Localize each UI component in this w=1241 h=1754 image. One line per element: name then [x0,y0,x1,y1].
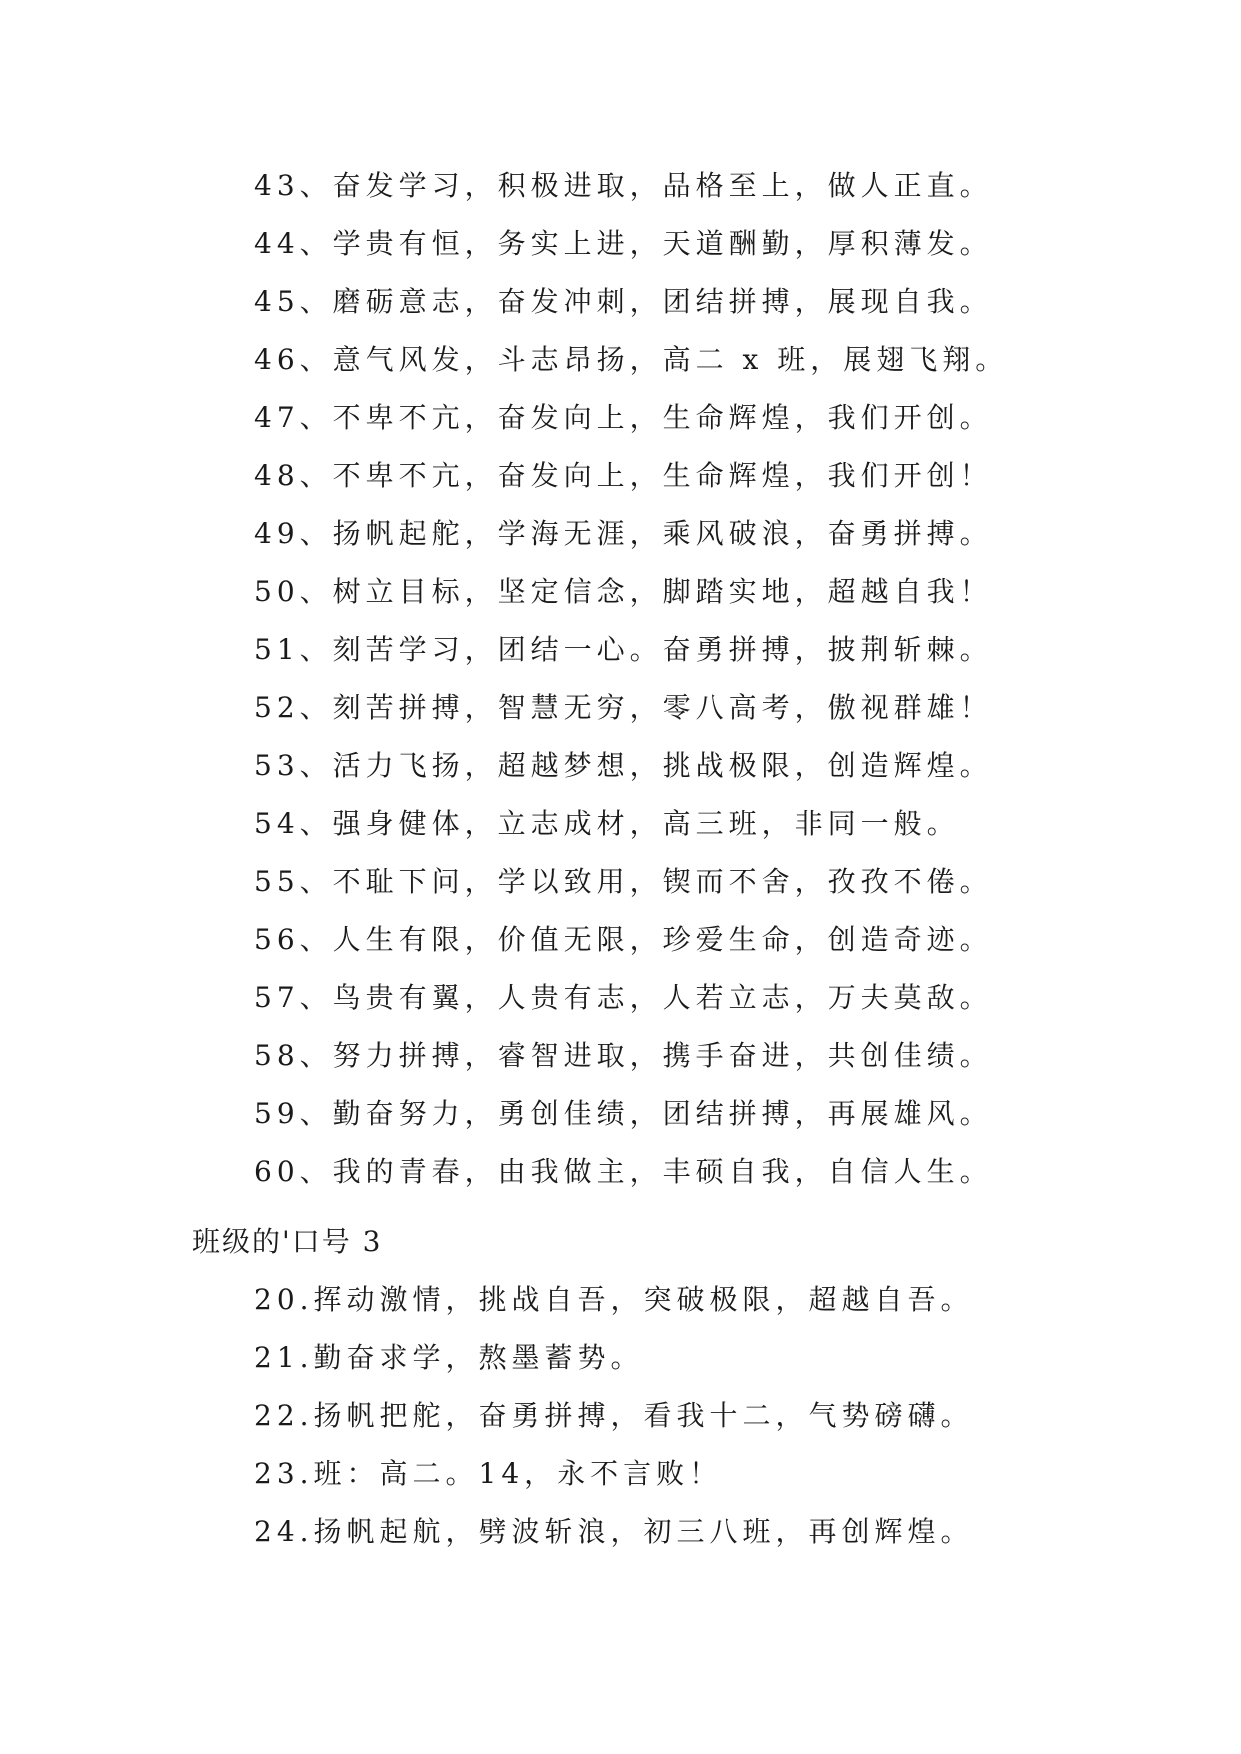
section-heading: 班级的'口号 3 [192,1225,383,1258]
slogan-line-57: 57、鸟贵有翼，人贵有志，人若立志，万夫莫敌。 [254,981,993,1014]
slogan-line-58: 58、努力拼搏，睿智进取，携手奋进，共创佳绩。 [254,1039,993,1072]
slogan-list-2 [0,1271,1241,1561]
section-heading-block [0,1213,1241,1271]
slogan-line-46: 46、意气风发，斗志昂扬，高二 x 班，展翅飞翔。 [254,343,1009,376]
slogan-line-43: 43、奋发学习，积极进取，品格至上，做人正直。 [254,169,993,202]
slogan-line-23: 23.班：高二。14，永不言败！ [254,1457,723,1490]
slogan-line-55: 55、不耻下问，学以致用，锲而不舍，孜孜不倦。 [254,865,993,898]
slogan-line-20: 20.挥动激情，挑战自吾，突破极限，超越自吾。 [254,1283,974,1316]
slogan-line-60: 60、我的青春，由我做主，丰硕自我，自信人生。 [254,1155,993,1188]
slogan-line-22: 22.扬帆把舵，奋勇拼搏，看我十二，气势磅礴。 [254,1399,974,1432]
slogan-line-59: 59、勤奋努力，勇创佳绩，团结拼搏，再展雄风。 [254,1097,993,1130]
slogan-line-53: 53、活力飞扬，超越梦想，挑战极限，创造辉煌。 [254,749,993,782]
slogan-line-52: 52、刻苦拼搏，智慧无穷，零八高考，傲视群雄！ [254,691,993,724]
slogan-line-51: 51、刻苦学习，团结一心。奋勇拼搏，披荆斩棘。 [254,633,993,666]
slogan-line-48: 48、不卑不亢，奋发向上，生命辉煌，我们开创！ [254,459,993,492]
slogan-list-1 [0,157,1241,1201]
slogan-line-21: 21.勤奋求学，熬墨蓄势。 [254,1341,644,1374]
slogan-line-49: 49、扬帆起舵，学海无涯，乘风破浪，奋勇拼搏。 [254,517,993,550]
slogan-line-47: 47、不卑不亢，奋发向上，生命辉煌，我们开创。 [254,401,993,434]
slogan-line-50: 50、树立目标，坚定信念，脚踏实地，超越自我！ [254,575,993,608]
slogan-line-44: 44、学贵有恒，务实上进，天道酬勤，厚积薄发。 [254,227,993,260]
slogan-line-45: 45、磨砺意志，奋发冲刺，团结拼搏，展现自我。 [254,285,993,318]
slogan-line-24: 24.扬帆起航，劈波斩浪，初三八班，再创辉煌。 [254,1515,974,1548]
slogan-line-56: 56、人生有限，价值无限，珍爱生命，创造奇迹。 [254,923,993,956]
slogan-line-54: 54、强身健体，立志成材，高三班，非同一般。 [254,807,960,840]
